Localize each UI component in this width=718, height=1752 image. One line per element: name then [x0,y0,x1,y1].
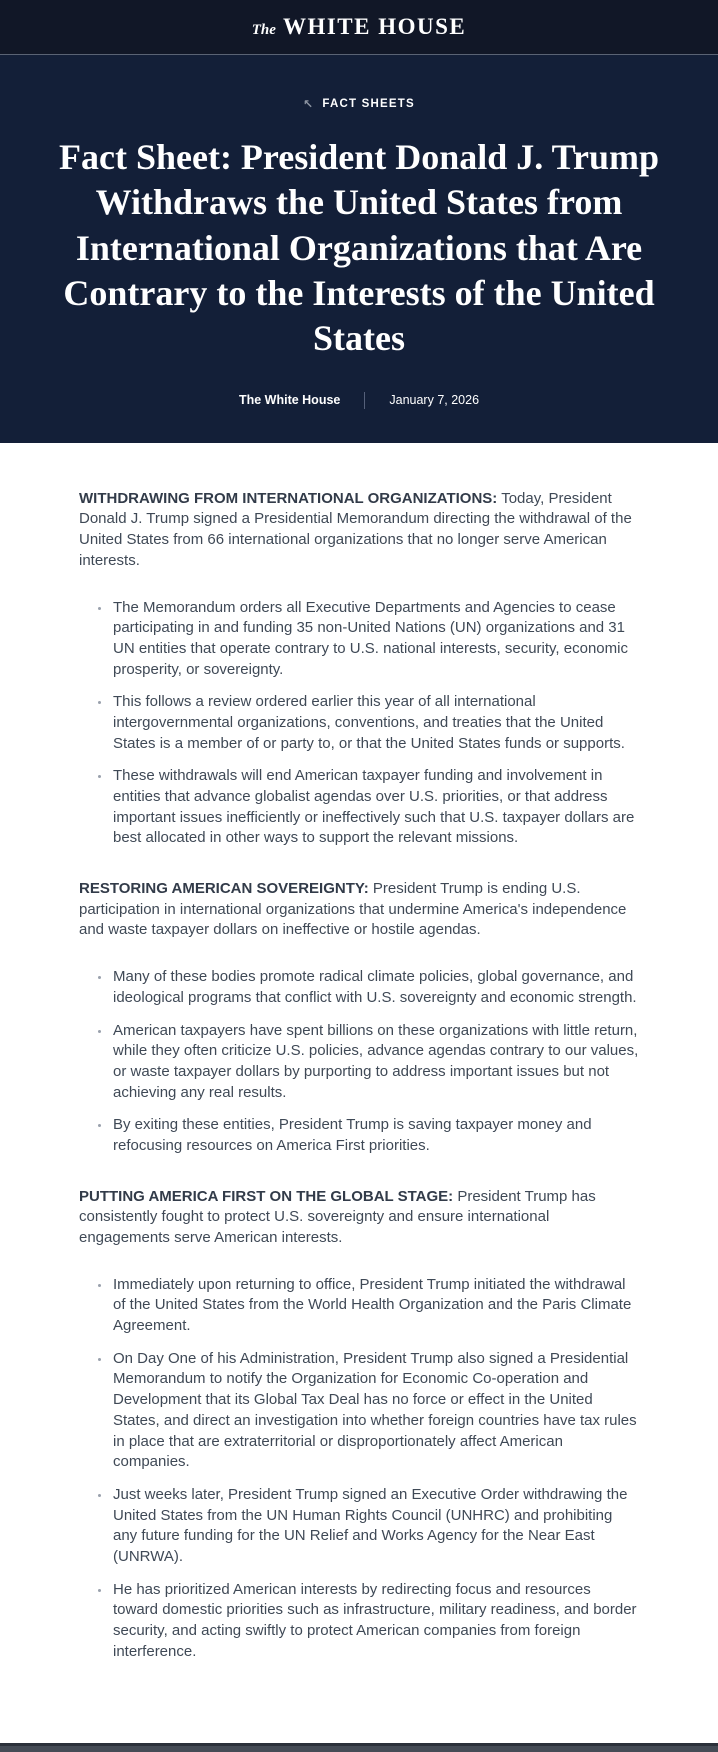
bullet-item: • He has prioritized American interests by redirecting focus and resources toward domestic priorities such as infrastructure, military readiness, and border security, and acting swiftly to protect American companies from foreign interference. [111,1580,639,1663]
section-paragraph: WITHDRAWING FROM INTERNATIONAL ORGANIZATIONS: Today, President Donald J. Trump signed a Presidential Memorandum directing the withdrawal of the United States from 66 international organizations that no longer serve American interests. [79,489,632,569]
article-body [79,443,639,1752]
whitehouse-logo-link[interactable] [252,14,466,40]
bullet-item: • By exiting these entities, President Trump is saving taxpayer money and refocusing resources on America First priorities. [111,1115,639,1156]
bullet-item: • Just weeks later, President Trump signed an Executive Order withdrawing the United States from the UN Human Rights Council (UNHRC) and prohibiting any future funding for the UN Relief and Works Agency for the Near East (UNRWA). [111,1485,639,1568]
section-lead: RESTORING AMERICAN SOVEREIGNTY: [79,880,369,898]
bullet-item: • American taxpayers have spent billions on these organizations with little return, while they often criticize U.S. policies, advance agendas contrary to our values, or waste taxpayer dollars by purporting to address important issues but not achieving any real results. [111,1021,639,1104]
top-brand-bar [0,0,718,55]
section-paragraph: RESTORING AMERICAN SOVEREIGNTY: President Trump is ending U.S. participation in international organizations that undermine America's independence and waste taxpayer dollars on ineffective or hostile agendas. [79,880,627,939]
section-bullet-list [79,967,639,1157]
section-lead: PUTTING AMERICA FIRST ON THE GLOBAL STAGE: [79,1187,454,1205]
arrow-up-left-icon: ↖ [303,97,315,111]
byline-divider [364,392,365,409]
page-title: Fact Sheet: President Donald J. Trump Withdraws the United States from International Organizations that Are Contrary to the Interests of the United States [59,137,659,359]
byline-source: The White House [238,393,341,408]
bullet-item: • These withdrawals will end American taxpayer funding and involvement in entities that advance globalist agendas over U.S. priorities, or that address important issues inefficiently or ineffectively such that U.S. taxpayer dollars are best allocated in other ways to support the relevant missions. [111,766,639,849]
bullet-item: • Many of these bodies promote radical climate policies, global governance, and ideological programs that conflict with U.S. sovereignty and economic strength. [111,967,639,1008]
bullet-item: • The Memorandum orders all Executive Departments and Agencies to cease participating in and funding 35 non-United Nations (UN) organizations and 31 UN entities that operate contrary to U.S. national interests, security, economic prosperity, or sovereignty. [111,598,639,681]
section-paragraph: PUTTING AMERICA FIRST ON THE GLOBAL STAGE: President Trump has consistently fought to protect U.S. sovereignty and ensure international engagements serve American interests. [79,1187,596,1247]
footer-edge-strip [0,1743,718,1752]
section-bullet-list [79,1275,639,1663]
fact-sheets-breadcrumb-link[interactable] [303,98,415,110]
bullet-item: • On Day One of his Administration, President Trump also signed a Presidential Memorandum to notify the Organization for Economic Co-operation and Development that its Global Tax Deal has no force or effect in the United States, and direct an investigation into whether foreign countries have tax rules in place that are extraterritorial or disproportionately affect American companies. [111,1349,639,1473]
bullet-item: • Immediately upon returning to office, President Trump initiated the withdrawal of the United States from the World Health Organization and the Paris Climate Agreement. [111,1275,639,1337]
brand-name: WHITE HOUSE [282,14,467,39]
section-lead: WITHDRAWING FROM INTERNATIONAL ORGANIZATIONS: [79,489,498,507]
byline [28,392,690,409]
section-bullet-list [79,598,639,850]
byline-date: January 7, 2026 [389,393,480,408]
fact-sheets-label: FACT SHEETS [322,98,415,110]
hero-section [0,55,718,443]
brand-the: The [251,22,276,38]
bullet-item: • This follows a review ordered earlier this year of all international intergovernmental organizations, conventions, and treaties that the United States is a member of or party to, or that the United States funds or supports. [111,692,639,754]
